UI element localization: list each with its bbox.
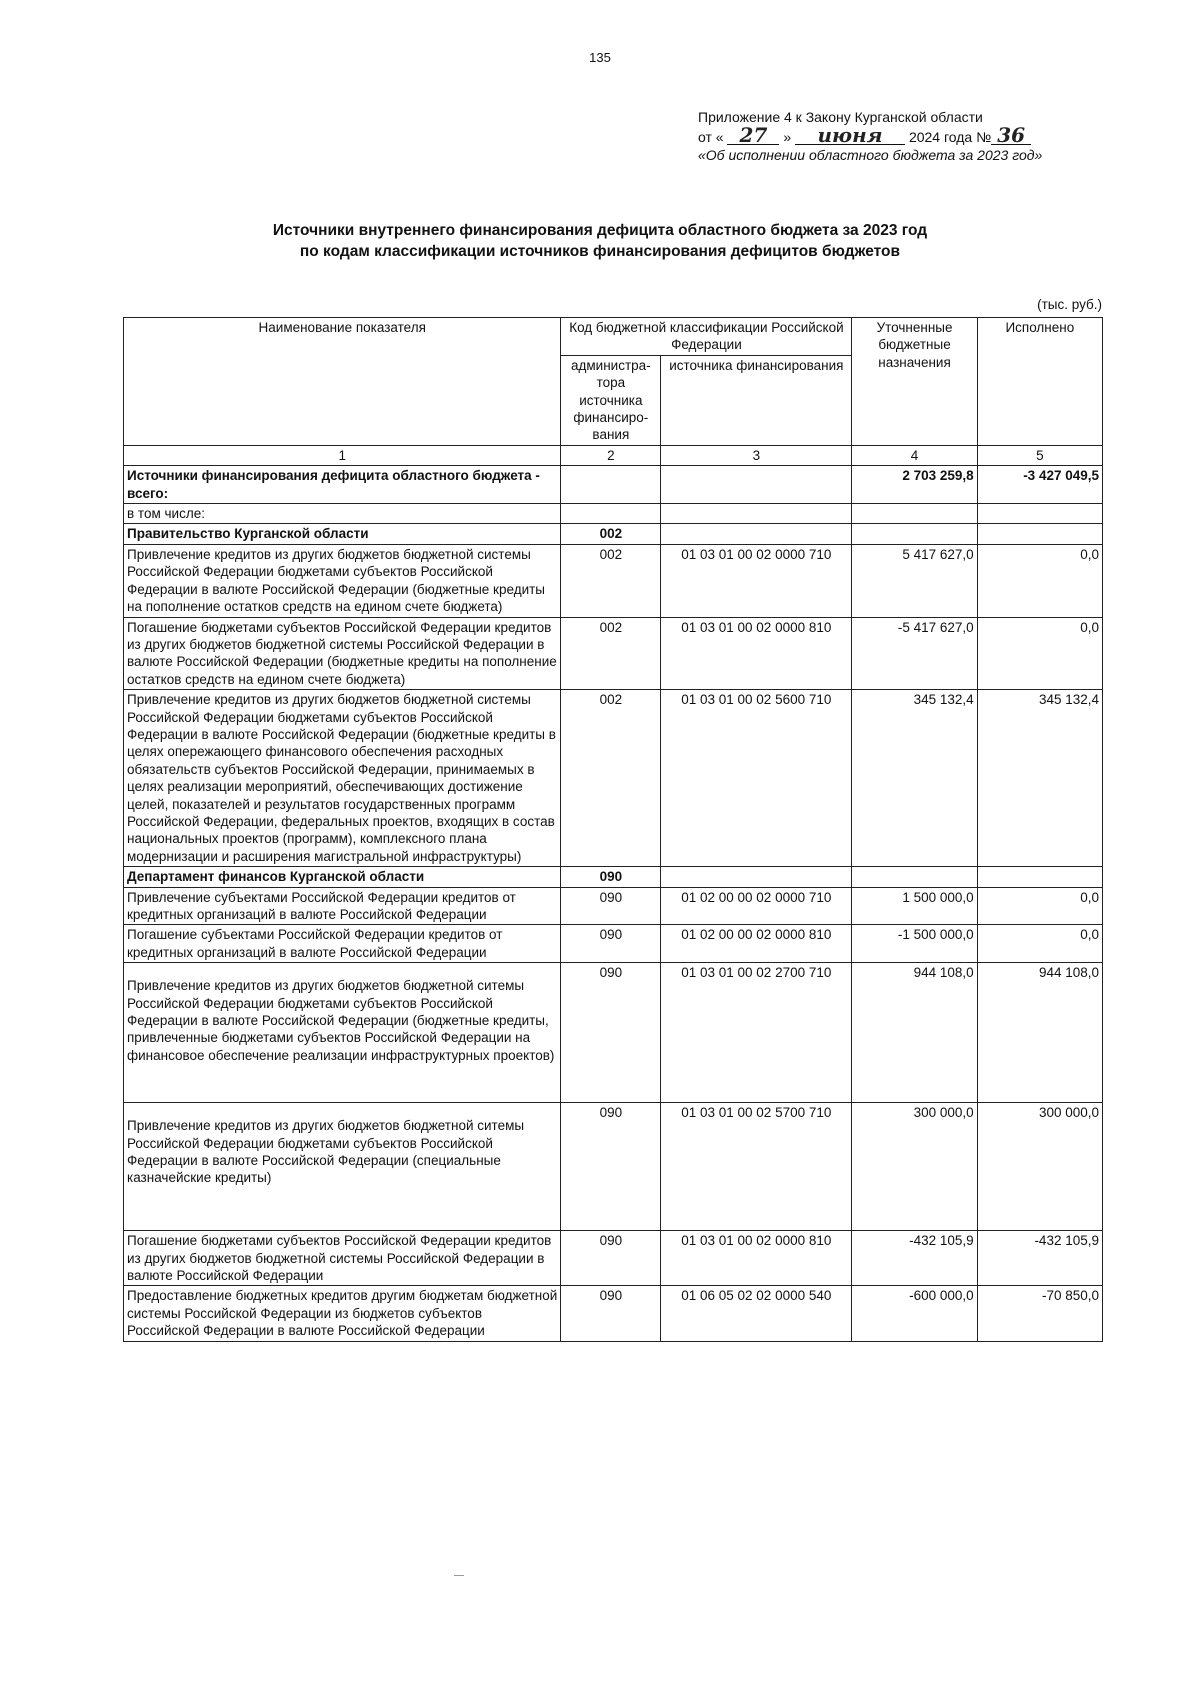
table-row (124, 887, 1103, 925)
row-executed: 345 132,4 (977, 690, 1102, 867)
header-code-group: Код бюджетной классификации Российской Федерации (561, 318, 852, 356)
appendix-line-1: Приложение 4 к Закону Курганской области (698, 109, 983, 125)
table-row (124, 1103, 1103, 1231)
row-planned: -432 105,9 (852, 1231, 977, 1286)
row-admin-code: 090 (561, 1286, 661, 1341)
including-row (124, 504, 1103, 524)
appendix-line-2 (698, 123, 1042, 147)
header-planned: Уточненные бюджетные назначения (852, 318, 977, 446)
column-number: 4 (852, 445, 977, 465)
total-executed: -3 427 049,5 (977, 466, 1102, 504)
row-name: Привлечение кредитов из других бюджетов бюджетной системы Российской Федерации бюджетами субъектов Российской Федерации в валюте Российской Федерации (бюджетные кредиты на пополнение остатков средств на едином счете бюджета) (124, 544, 561, 617)
column-number: 3 (661, 445, 852, 465)
column-numbers-row (124, 445, 1103, 465)
table-row (124, 925, 1103, 963)
section-row (124, 867, 1103, 887)
appendix-from: от « (698, 129, 724, 145)
row-executed: 0,0 (977, 887, 1102, 925)
row-source-code: 01 03 01 00 02 5600 710 (661, 690, 852, 867)
appendix-day-handwritten: 27 (727, 126, 779, 145)
row-planned: -600 000,0 (852, 1286, 977, 1341)
row-admin-code: 002 (561, 690, 661, 867)
row-source-code: 01 03 01 00 02 0000 810 (661, 1231, 852, 1286)
row-planned: -5 417 627,0 (852, 617, 977, 690)
row-name: Привлечение субъектами Российской Федерации кредитов от кредитных организаций в валюте Российской Федерации (124, 887, 561, 925)
appendix-note (698, 108, 1042, 164)
row-admin-code: 090 (561, 887, 661, 925)
row-name: Привлечение кредитов из других бюджетов бюджетной ситемы Российской Федерации бюджетами субъектов Российской Федерации в валюте Российской Федерации (бюджетные кредиты, привлеченные бюджетами субъектов Российской Федерации на финансовое обеспечение реализации инфраструктурных проектов) (124, 963, 561, 1103)
document-title (0, 220, 1200, 262)
column-number: 1 (124, 445, 561, 465)
total-source (661, 466, 852, 504)
row-executed: 0,0 (977, 544, 1102, 617)
row-admin-code: 090 (561, 1231, 661, 1286)
column-number: 5 (977, 445, 1102, 465)
table-row (124, 617, 1103, 690)
table-body (124, 318, 1103, 1342)
section-name: Правительство Курганской области (124, 524, 561, 544)
appendix-year-text: 2024 года № (908, 129, 992, 145)
row-executed: 300 000,0 (977, 1103, 1102, 1231)
row-name: Погашение субъектами Российской Федерации кредитов от кредитных организаций в валюте Российской Федерации (124, 925, 561, 963)
row-source-code: 01 02 00 00 02 0000 710 (661, 887, 852, 925)
row-source-code: 01 03 01 00 02 0000 810 (661, 617, 852, 690)
page-number: 135 (589, 50, 611, 65)
title-line-2: по кодам классификации источников финансирования дефицитов бюджетов (299, 243, 901, 260)
header-executed: Исполнено (977, 318, 1102, 446)
scan-mark (454, 1575, 464, 1576)
appendix-line-3: «Об исполнении областного бюджета за 2023 год» (698, 147, 1043, 163)
header-admin: администра-тора источника финансиро-вания (561, 355, 661, 445)
row-admin-code: 002 (561, 544, 661, 617)
row-executed: -432 105,9 (977, 1231, 1102, 1286)
total-row (124, 466, 1103, 504)
header-name: Наименование показателя (124, 318, 561, 446)
row-executed: 0,0 (977, 617, 1102, 690)
row-executed: 944 108,0 (977, 963, 1102, 1103)
table-row (124, 1286, 1103, 1341)
row-admin-code: 090 (561, 1103, 661, 1231)
row-admin-code: 090 (561, 925, 661, 963)
row-source-code: 01 02 00 00 02 0000 810 (661, 925, 852, 963)
row-source-code: 01 03 01 00 02 0000 710 (661, 544, 852, 617)
total-planned: 2 703 259,8 (852, 466, 977, 504)
table-row (124, 963, 1103, 1103)
row-source-code: 01 06 05 02 02 0000 540 (661, 1286, 852, 1341)
row-executed: 0,0 (977, 925, 1102, 963)
header-row-1 (124, 318, 1103, 356)
total-name: Источники финансирования дефицита областного бюджета - всего: (124, 466, 561, 504)
section-admin-code: 002 (561, 524, 661, 544)
section-row (124, 524, 1103, 544)
section-name: Департамент финансов Курганской области (124, 867, 561, 887)
table-row (124, 1231, 1103, 1286)
row-source-code: 01 03 01 00 02 5700 710 (661, 1103, 852, 1231)
row-planned: 345 132,4 (852, 690, 977, 867)
row-name: Привлечение кредитов из других бюджетов бюджетной системы Российской Федерации бюджетами субъектов Российской Федерации в валюте Российской Федерации (бюджетные кредиты в целях опережающего финансового обеспечения расходных обязательств субъектов Российской Федерации, принимаемых в целях реализации мероприятий, обеспечивающих достижение целей, показателей и результатов государственных программ Российской Федерации, федеральных проектов, входящих в состав национальных проектов (программ), комплексного плана модернизации и расширения магистральной инфраструктуры) (124, 690, 561, 867)
row-source-code: 01 03 01 00 02 2700 710 (661, 963, 852, 1103)
row-executed: -70 850,0 (977, 1286, 1102, 1341)
row-name: Погашение бюджетами субъектов Российской Федерации кредитов из других бюджетов бюджетной системы Российской Федерации в валюте Российской Федерации (бюджетные кредиты на пополнение остатков средств на едином счете бюджета) (124, 617, 561, 690)
row-name: Предоставление бюджетных кредитов другим бюджетам бюджетной системы Российской Федерации из бюджетов субъектов Российской Федерации в валюте Российской Федерации (124, 1286, 561, 1341)
row-planned: -1 500 000,0 (852, 925, 977, 963)
row-name: Погашение бюджетами субъектов Российской Федерации кредитов из других бюджетов бюджетной системы Российской Федерации в валюте Российской Федерации (124, 1231, 561, 1286)
row-planned: 5 417 627,0 (852, 544, 977, 617)
row-admin-code: 090 (561, 963, 661, 1103)
including-label: в том числе: (124, 504, 561, 524)
title-line-1: Источники внутреннего финансирования дефицита областного бюджета за 2023 год (272, 222, 928, 239)
appendix-month-handwritten: июня (795, 126, 905, 145)
row-planned: 1 500 000,0 (852, 887, 977, 925)
row-planned: 300 000,0 (852, 1103, 977, 1231)
table-row (124, 690, 1103, 867)
section-admin-code: 090 (561, 867, 661, 887)
units-label: (тыс. руб.) (1037, 297, 1102, 312)
column-number: 2 (561, 445, 661, 465)
appendix-law-number-handwritten: 36 (991, 126, 1031, 145)
appendix-close-quote: » (783, 129, 792, 145)
row-planned: 944 108,0 (852, 963, 977, 1103)
table-row (124, 544, 1103, 617)
sources-table (123, 317, 1103, 1342)
row-name: Привлечение кредитов из других бюджетов бюджетной ситемы Российской Федерации бюджетами субъектов Российской Федерации в валюте Российской Федерации (специальные казначейские кредиты) (124, 1103, 561, 1231)
total-admin (561, 466, 661, 504)
row-admin-code: 002 (561, 617, 661, 690)
header-source: источника финансирования (661, 355, 852, 445)
